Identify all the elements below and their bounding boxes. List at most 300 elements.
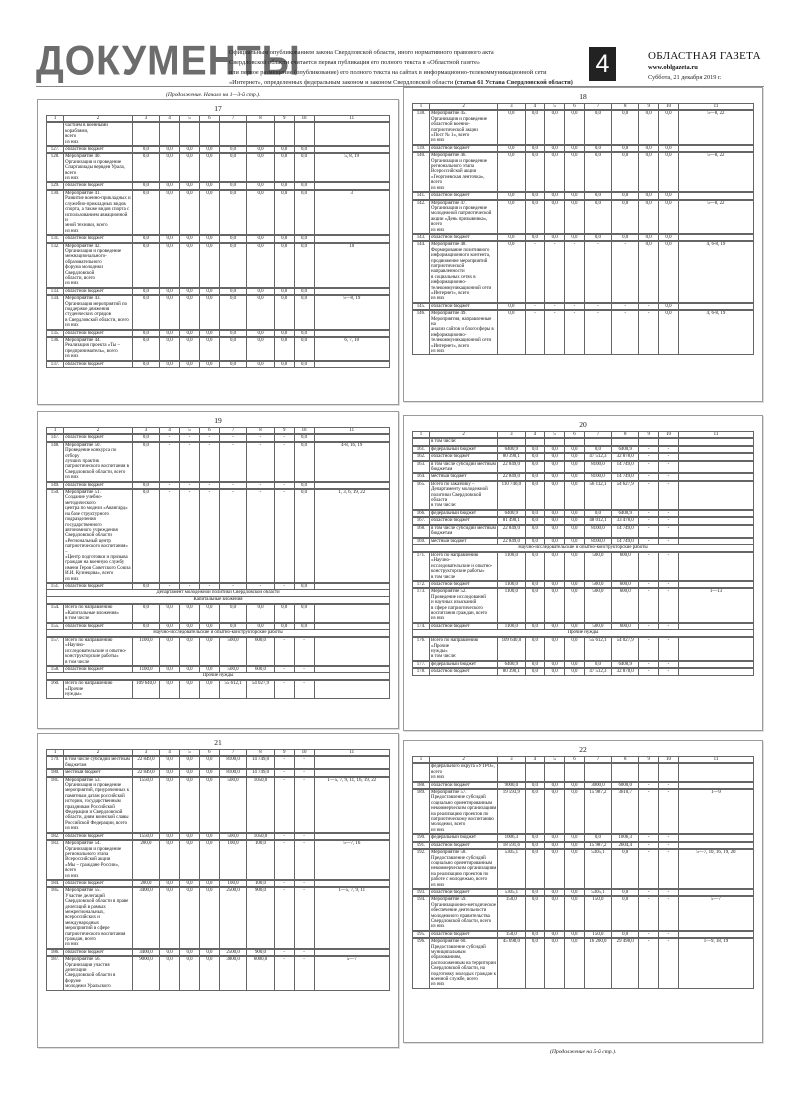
table-cell: -: [639, 454, 659, 460]
table-cell: областной бюджет: [64, 435, 133, 441]
table-cell: 0,0: [133, 338, 160, 361]
column-header: 9: [639, 432, 659, 438]
table-cell: 0,0: [180, 147, 200, 153]
table-cell: 0,0: [275, 191, 295, 235]
table-cell: 0,0: [565, 235, 585, 241]
table-cell: 100,0: [220, 881, 247, 887]
table-cell: 5—7: [315, 957, 391, 990]
table-cell: 141.: [413, 193, 430, 199]
table-cell: в том числе субсидии местным бюджетам: [64, 757, 133, 769]
table-cell: 154.: [47, 605, 64, 622]
table-cell: 0,0: [220, 605, 247, 622]
table-cell: 0,0: [160, 950, 180, 956]
table-cell: 155.: [47, 624, 64, 630]
table-row: [412, 789, 754, 834]
table-cell: 0,0: [220, 296, 247, 329]
table-cell: 179.: [47, 757, 64, 769]
table-cell: -: [639, 939, 659, 989]
table-cell: -: [612, 242, 639, 302]
table-cell: 0,0: [498, 235, 525, 241]
table-cell: 0,0: [200, 681, 220, 698]
table-cell: -: [275, 757, 295, 769]
table-cell: частием в военными кораблями, всего из них: [64, 123, 133, 146]
column-header: 8: [247, 428, 274, 434]
table-row: [412, 517, 754, 524]
table-cell: 5305,1: [585, 850, 612, 889]
column-header: 8: [612, 104, 639, 110]
table-row: [412, 637, 754, 661]
table-cell: 0,0: [545, 454, 565, 460]
table-cell: 160.: [47, 681, 64, 698]
table-row: [412, 931, 754, 938]
table-cell: областной бюджет: [430, 235, 498, 241]
table-cell: 0,0: [565, 589, 585, 622]
table-cell: 0,0: [275, 147, 295, 153]
table-cell: 0,0: [275, 624, 295, 630]
table-cell: 0,0: [526, 932, 546, 938]
table-cell: 0,0: [180, 289, 200, 295]
table-cell: 178.: [413, 669, 430, 675]
column-header: 10: [295, 428, 315, 434]
table-cell: 0,0: [545, 932, 565, 938]
table-cell: Мероприятие 52. Проведение исследований и научных изысканий в сфере патриотического воспитания граждан, всего из них: [430, 589, 498, 622]
table-cell: -: [639, 669, 659, 675]
table-cell: 181.: [47, 778, 64, 833]
table-cell: -: [275, 638, 295, 666]
table-cell: 0,0: [200, 605, 220, 622]
table-cell: областной бюджет: [430, 932, 498, 938]
table-cell: 158.: [47, 667, 64, 673]
table-cell: 0,0: [247, 154, 274, 182]
newspaper-brand: ОБЛАСТНАЯ ГАЗЕТА: [648, 50, 761, 62]
table-cell: -: [639, 662, 659, 668]
table-cell: Мероприятие 41. Развитие военно-прикладных и служебно-прикладных видов спорта, а также видов спорта с использованием авиационной и мной техники, всего из них: [64, 191, 133, 235]
table-row: [412, 763, 754, 781]
table-cell: [679, 669, 754, 675]
column-header: 7: [585, 757, 612, 763]
table-cell: Мероприятие 40. Организация и проведение Спартакиады вервдев Урала, всего из них: [64, 154, 133, 182]
table-cell: 5—7, 16: [315, 841, 391, 880]
table-cell: 0,0: [498, 111, 525, 144]
table-cell: 192.: [413, 850, 430, 889]
table-cell: 0,0: [612, 897, 639, 930]
table-cell: 0,0: [295, 244, 315, 288]
table-cell: [679, 482, 754, 510]
table-cell: 0,0: [295, 154, 315, 182]
column-header: 6: [565, 104, 585, 110]
table-cell: 55 612,1: [220, 681, 247, 698]
table-cell: 182.: [47, 834, 64, 840]
table-cell: 0,0: [220, 183, 247, 189]
table-cell: в том числе субсидии местным бюджетам: [430, 462, 498, 474]
table-cell: -: [659, 790, 679, 834]
table-cell: областной бюджет: [64, 362, 133, 368]
page-num: 19: [214, 416, 222, 425]
table-cell: областной бюджет: [64, 236, 133, 242]
table-cell: 0,0: [585, 111, 612, 144]
table-cell: 0,0: [220, 624, 247, 630]
table-cell: 600,0: [612, 589, 639, 622]
table-cell: -: [526, 242, 546, 302]
table-cell: 0,0: [565, 447, 585, 453]
table-cell: -: [160, 443, 180, 482]
table-cell: 6400,9: [498, 447, 525, 453]
table-cell: -: [295, 881, 315, 887]
column-header: 2: [430, 757, 498, 763]
table-cell: 2500,0: [220, 950, 247, 956]
table-cell: областной бюджет: [64, 183, 133, 189]
table-cell: -: [639, 518, 659, 524]
table-cell: -: [220, 483, 247, 489]
table-cell: 15 987,2: [585, 843, 612, 849]
table-cell: 5—7, 10, 16, 19, 20: [679, 850, 754, 889]
table-cell: 0,0: [526, 482, 546, 510]
table-cell: 0,0: [526, 539, 546, 545]
table-cell: -: [585, 304, 612, 310]
table-header-row: [412, 756, 754, 763]
table-cell: -: [659, 462, 679, 474]
table-cell: 0,0: [565, 511, 585, 517]
table-cell: -: [639, 311, 659, 355]
table-cell: 191.: [413, 843, 430, 849]
table-cell: 1050,0: [247, 834, 274, 840]
table-cell: местный бюджет: [430, 539, 498, 545]
table-cell: 0,0: [526, 193, 546, 199]
table-cell: -: [659, 518, 679, 524]
table-cell: -: [295, 957, 315, 990]
page-num: 22: [579, 745, 587, 754]
table-cell: 0,0: [498, 193, 525, 199]
table-row: [46, 434, 390, 441]
table-row: [412, 145, 754, 152]
table-cell: 0,0: [565, 835, 585, 841]
table-row: [46, 330, 390, 337]
table-cell: Всего по направлению «Прочие нужды» в том числе:: [430, 638, 498, 661]
table-cell: 0,0: [200, 296, 220, 329]
table-cell: -: [639, 304, 659, 310]
table-cell: 0,0: [295, 362, 315, 368]
table-cell: 6400,9: [612, 447, 639, 453]
table-cell: 0,0: [585, 153, 612, 192]
column-header: 2: [430, 432, 498, 438]
table-cell: 1—9: [679, 790, 754, 834]
table-cell: 32 878,0: [612, 669, 639, 675]
table-cell: 0,0: [220, 236, 247, 242]
table-cell: 0,0: [565, 553, 585, 581]
note-line: или первое размещение (опубликование) его полного текста на сайтах в информационно-телекоммуникационной сети: [229, 69, 547, 76]
table-cell: -: [275, 770, 295, 776]
table-cell: -: [639, 932, 659, 938]
table-row: [46, 583, 390, 590]
table-cell: 14 749,0: [612, 526, 639, 538]
column-header: 5: [180, 428, 200, 434]
table-cell: -: [639, 553, 659, 581]
table-row: [46, 295, 390, 329]
column-header: 3: [498, 104, 525, 110]
page-num: 21: [214, 738, 222, 747]
table-cell: 138.: [413, 111, 430, 144]
table-cell: 0,0: [545, 638, 565, 661]
table-cell: 0,0: [526, 589, 546, 622]
table-cell: областной бюджет: [430, 890, 498, 896]
table-cell: -: [659, 526, 679, 538]
table-cell: -: [160, 584, 180, 590]
table-cell: 0,0: [200, 667, 220, 673]
table-cell: 0,0: [295, 338, 315, 361]
table-cell: 184.: [47, 881, 64, 887]
table-row: [46, 243, 390, 288]
table-cell: [295, 123, 315, 146]
table-cell: 0,0: [247, 331, 274, 337]
table-cell: -: [180, 490, 200, 583]
table-cell: 146.: [413, 311, 430, 355]
table-cell: 0,0: [180, 331, 200, 337]
table-cell: 167.: [413, 518, 430, 524]
table-row: [412, 668, 754, 675]
table-cell: 0,0: [160, 624, 180, 630]
table-cell: 0,0: [180, 244, 200, 288]
table-cell: 0,0: [160, 605, 180, 622]
table-row: [46, 680, 390, 698]
table-cell: 22 849,0: [498, 539, 525, 545]
table-cell: -: [275, 778, 295, 833]
table-cell: -: [247, 435, 274, 441]
table-cell: 9000,0: [133, 957, 160, 990]
table-cell: 19 593,9: [498, 790, 525, 834]
column-header: 1: [47, 750, 64, 756]
table-cell: 0,0: [612, 890, 639, 896]
table-cell: 143.: [413, 235, 430, 241]
table-header-row: [46, 427, 390, 434]
table-cell: -: [160, 483, 180, 489]
table-cell: 14 749,0: [612, 474, 639, 480]
table-cell: -: [639, 790, 659, 834]
table-cell: 0,0: [585, 511, 612, 517]
data-table: [412, 756, 754, 989]
table-cell: 1100,0: [133, 667, 160, 673]
table-cell: 166.: [413, 511, 430, 517]
table-cell: Мероприятие 53. Организация и проведение мероприятий, приуроченных к памятным датам российской истории, государственным праздникам Российской Федерации и Свердловской области, дням воинской славы Российской Федерации, всего из них: [64, 778, 133, 833]
table-row: [46, 777, 390, 833]
table-cell: 0,0: [498, 304, 525, 310]
table-cell: -: [639, 589, 659, 622]
table-cell: 0,0: [545, 474, 565, 480]
table-cell: 0,0: [200, 624, 220, 630]
table-cell: 149.: [47, 483, 64, 489]
table-cell: 128.: [47, 154, 64, 182]
table-cell: 0,0: [180, 638, 200, 666]
table-cell: 0,0: [545, 146, 565, 152]
table-cell: 0,0: [639, 193, 659, 199]
table-cell: 0,0: [545, 201, 565, 234]
table-cell: 0,0: [180, 950, 200, 956]
table-cell: областной бюджет: [430, 783, 498, 789]
table-cell: 0,0: [585, 447, 612, 453]
table-cell: -: [275, 841, 295, 880]
section-row: Научно-исследовательские и опытно-конструкторские работы: [46, 630, 390, 637]
table-cell: 0,0: [160, 834, 180, 840]
table-cell: 200,0: [133, 881, 160, 887]
table-cell: 147.: [47, 435, 64, 441]
table-cell: -: [275, 435, 295, 441]
table-row: [412, 234, 754, 241]
table-cell: областной бюджет: [64, 834, 133, 840]
table-row: [46, 235, 390, 242]
table-cell: 190.: [413, 835, 430, 841]
table-cell: областной бюджет: [430, 193, 498, 199]
table-cell: 3610,7: [612, 790, 639, 834]
table-cell: -: [639, 511, 659, 517]
table-cell: федеральный бюджет: [430, 447, 498, 453]
table-cell: 0,0: [565, 201, 585, 234]
table-cell: -: [659, 890, 679, 896]
table-cell: 0,0: [498, 242, 525, 302]
table-cell: 0,0: [545, 939, 565, 989]
table-cell: 6400,9: [612, 511, 639, 517]
table-cell: 0,0: [247, 289, 274, 295]
table-cell: 500,0: [585, 589, 612, 622]
table-cell: -: [200, 435, 220, 441]
table-cell: 0,0: [133, 624, 160, 630]
table-cell: -: [526, 311, 546, 355]
table-cell: -: [612, 311, 639, 355]
table-cell: -: [275, 681, 295, 698]
column-header: 1: [413, 104, 430, 110]
table-cell: 0,0: [565, 932, 585, 938]
document-page: [37, 733, 399, 1048]
table-cell: 0,0: [612, 932, 639, 938]
table-cell: 6, 7, 10: [315, 338, 391, 361]
table-cell: -: [612, 304, 639, 310]
table-cell: [585, 764, 612, 781]
table-cell: Мероприятие 43. Организация мероприятий по поддержке движения студенческих отрядов в Свердловской области, всего из них: [64, 296, 133, 329]
table-cell: 150,0: [498, 932, 525, 938]
table-cell: 0,0: [180, 338, 200, 361]
table-cell: 0,0: [160, 191, 180, 235]
table-cell: 0,0: [639, 235, 659, 241]
table-cell: 47 512,3: [585, 669, 612, 675]
table-cell: 0,0: [526, 843, 546, 849]
column-header: 6: [200, 428, 220, 434]
table-cell: 47 512,3: [585, 454, 612, 460]
table-cell: 186.: [47, 950, 64, 956]
table-cell: 162.: [413, 454, 430, 460]
table-cell: 0,0: [565, 474, 585, 480]
table-cell: 137.: [47, 362, 64, 368]
table-cell: 14 749,0: [612, 539, 639, 545]
table-row: [412, 588, 754, 622]
table-row: [412, 453, 754, 460]
table-cell: 0,0: [200, 338, 220, 361]
table-cell: -: [275, 490, 295, 583]
table-cell: 0,0: [295, 331, 315, 337]
table-cell: 0,0: [526, 447, 546, 453]
table-cell: 0,0: [545, 669, 565, 675]
table-cell: -: [639, 582, 659, 588]
column-header: 10: [659, 104, 679, 110]
column-header: 4: [526, 757, 546, 763]
table-cell: [315, 123, 391, 146]
note-line: Свердловской области считается первая публикация его полного текста в «Областной газете»: [229, 59, 481, 66]
website-link[interactable]: www.oblgazeta.ru: [648, 64, 698, 71]
table-cell: -: [275, 483, 295, 489]
table-cell: 0,0: [160, 296, 180, 329]
table-header-row: [412, 431, 754, 438]
table-cell: 1100,0: [498, 582, 525, 588]
table-cell: 0,0: [220, 289, 247, 295]
table-cell: 500,0: [220, 638, 247, 666]
table-cell: -: [295, 757, 315, 769]
table-row: [412, 446, 754, 453]
table-cell: -: [160, 490, 180, 583]
table-cell: 0,0: [200, 778, 220, 833]
table-cell: 600,0: [612, 553, 639, 581]
table-cell: местный бюджет: [64, 770, 133, 776]
table-cell: федерального округа «УТРО», всего из них: [430, 764, 498, 781]
table-cell: 0,0: [200, 191, 220, 235]
table-cell: 0,0: [498, 311, 525, 355]
table-row: [412, 842, 754, 849]
table-cell: 1100,0: [498, 553, 525, 581]
table-cell: 0,0: [526, 939, 546, 989]
table-row: [46, 288, 390, 295]
table-cell: 500,0: [585, 553, 612, 581]
table-cell: 0,0: [526, 474, 546, 480]
table-cell: 0,0: [659, 242, 679, 302]
column-header: 9: [639, 104, 659, 110]
table-cell: Мероприятие 48. Формирование позитивного информационного контента, продвижение мероприятий патриотической направленности в социальных сетях в информационно- телекоммуникационной сети «Интернет», всего из них: [430, 242, 498, 302]
table-cell: [315, 667, 391, 673]
table-cell: 0,0: [585, 146, 612, 152]
table-cell: -: [659, 662, 679, 668]
table-cell: 0,0: [247, 236, 274, 242]
table-row: [412, 538, 754, 545]
table-cell: -: [220, 443, 247, 482]
table-cell: 110 740,0: [498, 482, 525, 510]
table-cell: 0,0: [247, 244, 274, 288]
table-cell: 0,0: [545, 897, 565, 930]
column-header: 1: [413, 432, 430, 438]
table-cell: 8100,0: [220, 770, 247, 776]
table-cell: [679, 462, 754, 474]
table-row: [412, 481, 754, 510]
table-cell: -: [220, 584, 247, 590]
table-cell: 0,0: [565, 850, 585, 889]
table-cell: -: [639, 474, 659, 480]
table-cell: 0,0: [585, 662, 612, 668]
column-header: 2: [64, 750, 133, 756]
table-cell: 0,0: [545, 662, 565, 668]
table-row: [412, 438, 754, 445]
table-row: [46, 949, 390, 956]
table-cell: 0,0: [545, 526, 565, 538]
table-cell: 0,0: [565, 146, 585, 152]
table-cell: [180, 123, 200, 146]
table-cell: 188.: [413, 783, 430, 789]
column-header: 11: [315, 750, 391, 756]
table-cell: областной бюджет: [64, 881, 133, 887]
table-cell: -: [275, 888, 295, 948]
table-cell: 0,0: [133, 605, 160, 622]
table-cell: 0,0: [295, 236, 315, 242]
table-cell: 1—9, 18, 19: [679, 939, 754, 989]
table-cell: 0,0: [133, 435, 160, 441]
column-header: 5: [545, 757, 565, 763]
table-row: [412, 303, 754, 310]
table-cell: -: [220, 490, 247, 583]
table-cell: 4, 6-8, 19: [679, 242, 754, 302]
table-row: [412, 310, 754, 355]
